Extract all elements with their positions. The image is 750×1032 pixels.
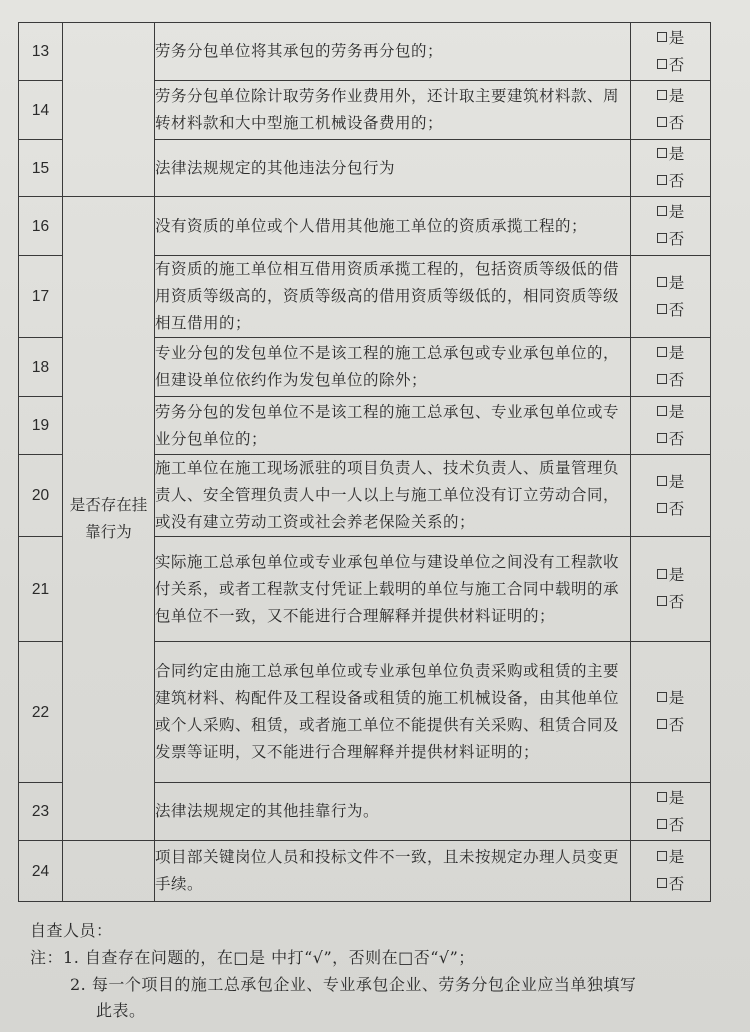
row-number: 16 bbox=[19, 197, 63, 256]
note-line-2-cont: 此表。 bbox=[96, 1001, 146, 1020]
table-row bbox=[19, 197, 711, 256]
checkbox-label-yes: 是 bbox=[668, 566, 685, 584]
category-cell-personnel bbox=[63, 841, 155, 902]
checklist-table bbox=[18, 22, 711, 902]
checkbox-label-no: 否 bbox=[668, 371, 685, 389]
checkbox-yes[interactable] bbox=[631, 83, 710, 110]
item-description: 有资质的施工单位相互借用资质承揽工程的，包括资质等级低的借用资质等级高的，资质等级高的借用资质等级低的，相同资质等级相互借用的； bbox=[155, 256, 631, 338]
checkbox-square-icon bbox=[657, 692, 667, 702]
checkbox-yes[interactable] bbox=[631, 844, 710, 871]
check-cell bbox=[631, 140, 711, 197]
note-1: 1. 自查存在问题的，在□是 中打“√”，否则在□否“√”； bbox=[63, 948, 475, 967]
checkbox-square-icon bbox=[657, 878, 667, 888]
checkbox-no[interactable] bbox=[631, 589, 710, 616]
checkbox-no[interactable] bbox=[631, 226, 710, 253]
row-number: 17 bbox=[19, 256, 63, 338]
item-description: 实际施工总承包单位或专业承包单位与建设单位之间没有工程款收付关系，或者工程款支付凭证上载明的单位与施工合同中载明的承包单位不一致，又不能进行合理解释并提供材料证明的； bbox=[155, 537, 631, 642]
item-description: 法律法规规定的其他违法分包行为 bbox=[155, 140, 631, 197]
check-cell bbox=[631, 642, 711, 783]
row-number: 13 bbox=[19, 23, 63, 81]
row-number: 22 bbox=[19, 642, 63, 783]
checkbox-square-icon bbox=[657, 32, 667, 42]
item-description: 法律法规规定的其他挂靠行为。 bbox=[155, 783, 631, 841]
checkbox-yes[interactable] bbox=[631, 340, 710, 367]
checkbox-label-yes: 是 bbox=[668, 28, 685, 47]
checkbox-label-yes: 是 bbox=[668, 145, 685, 163]
checkbox-label-no: 否 bbox=[668, 55, 685, 74]
check-cell bbox=[631, 256, 711, 338]
checkbox-square-icon bbox=[657, 206, 667, 216]
note-line-1 bbox=[30, 945, 475, 968]
checkbox-no[interactable] bbox=[631, 297, 710, 324]
checkbox-label-no: 否 bbox=[668, 172, 685, 190]
item-description: 合同约定由施工总承包单位或专业承包单位负责采购或租赁的主要建筑材料、构配件及工程设备或租赁的施工机械设备，由其他单位或个人采购、租赁，或者施工单位不能提供有关采购、租赁合同及发票等证明，又不能进行合理解释并提供材料证明的； bbox=[155, 642, 631, 783]
checkbox-square-icon bbox=[657, 148, 667, 158]
checkbox-square-icon bbox=[657, 347, 667, 357]
check-cell bbox=[631, 397, 711, 455]
checkbox-label-yes: 是 bbox=[668, 273, 685, 292]
checkbox-no[interactable] bbox=[631, 168, 710, 195]
item-description: 专业分包的发包单位不是该工程的施工总承包或专业承包单位的，但建设单位依约作为发包单位的除外； bbox=[155, 338, 631, 397]
check-cell bbox=[631, 783, 711, 841]
check-cell bbox=[631, 197, 711, 256]
row-number: 14 bbox=[19, 81, 63, 140]
checkbox-square-icon bbox=[657, 90, 667, 100]
item-description: 劳务分包的发包单位不是该工程的施工总承包、专业承包单位或专业分包单位的； bbox=[155, 397, 631, 455]
checkbox-square-icon bbox=[657, 59, 667, 69]
checkbox-label-yes: 是 bbox=[668, 87, 685, 105]
checkbox-square-icon bbox=[657, 374, 667, 384]
item-description: 没有资质的单位或个人借用其他施工单位的资质承揽工程的； bbox=[155, 197, 631, 256]
checkbox-label-no: 否 bbox=[668, 875, 685, 893]
checkbox-label-no: 否 bbox=[668, 593, 685, 611]
checkbox-label-no: 否 bbox=[668, 429, 685, 448]
checkbox-label-no: 否 bbox=[668, 716, 685, 734]
checkbox-square-icon bbox=[657, 304, 667, 314]
checkbox-no[interactable] bbox=[631, 52, 710, 79]
row-number: 21 bbox=[19, 537, 63, 642]
checkbox-yes[interactable] bbox=[631, 270, 710, 297]
checkbox-label-yes: 是 bbox=[668, 788, 685, 807]
check-cell bbox=[631, 537, 711, 642]
category-guakao: 是否存在挂靠行为 bbox=[63, 197, 155, 841]
checkbox-no[interactable] bbox=[631, 110, 710, 137]
checkbox-no[interactable] bbox=[631, 426, 710, 453]
checkbox-label-yes: 是 bbox=[668, 689, 685, 707]
checkbox-square-icon bbox=[657, 596, 667, 606]
row-number: 23 bbox=[19, 783, 63, 841]
checkbox-yes[interactable] bbox=[631, 685, 710, 712]
checkbox-label-yes: 是 bbox=[668, 472, 685, 491]
check-cell bbox=[631, 338, 711, 397]
check-cell bbox=[631, 81, 711, 140]
category-cell-subcontract bbox=[63, 23, 155, 197]
checkbox-square-icon bbox=[657, 569, 667, 579]
checkbox-label-no: 否 bbox=[668, 230, 685, 248]
checkbox-no[interactable] bbox=[631, 871, 710, 898]
checkbox-label-no: 否 bbox=[668, 499, 685, 518]
table-row bbox=[19, 23, 711, 81]
checkbox-square-icon bbox=[657, 476, 667, 486]
checkbox-square-icon bbox=[657, 819, 667, 829]
checkbox-yes[interactable] bbox=[631, 199, 710, 226]
checkbox-label-yes: 是 bbox=[668, 402, 685, 421]
checkbox-label-yes: 是 bbox=[668, 344, 685, 362]
checkbox-no[interactable] bbox=[631, 496, 710, 523]
checkbox-square-icon bbox=[657, 433, 667, 443]
checkbox-label-yes: 是 bbox=[668, 203, 685, 221]
item-description: 施工单位在施工现场派驻的项目负责人、技术负责人、质量管理负责人、安全管理负责人中一人以上与施工单位没有订立劳动合同，或没有建立劳动工资或社会养老保险关系的； bbox=[155, 455, 631, 537]
checkbox-square-icon bbox=[657, 117, 667, 127]
checkbox-yes[interactable] bbox=[631, 25, 710, 52]
row-number: 18 bbox=[19, 338, 63, 397]
checkbox-label-yes: 是 bbox=[668, 848, 685, 866]
item-description: 项目部关键岗位人员和投标文件不一致，且未按规定办理人员变更手续。 bbox=[155, 841, 631, 902]
inspector-label: 自查人员： bbox=[30, 921, 113, 940]
checkbox-yes[interactable] bbox=[631, 141, 710, 168]
note-line-2: 2. 每一个项目的施工总承包企业、专业承包企业、劳务分包企业应当单独填写 bbox=[70, 975, 637, 994]
checkbox-no[interactable] bbox=[631, 712, 710, 739]
checkbox-label-no: 否 bbox=[668, 114, 685, 132]
check-cell bbox=[631, 23, 711, 81]
row-number: 20 bbox=[19, 455, 63, 537]
checkbox-square-icon bbox=[657, 406, 667, 416]
item-description: 劳务分包单位除计取劳务作业费用外，还计取主要建筑材料款、周转材料款和大中型施工机械设备费用的； bbox=[155, 81, 631, 140]
checkbox-square-icon bbox=[657, 792, 667, 802]
checkbox-square-icon bbox=[657, 719, 667, 729]
checkbox-no[interactable] bbox=[631, 367, 710, 394]
checkbox-no[interactable] bbox=[631, 812, 710, 839]
checkbox-square-icon bbox=[657, 851, 667, 861]
checkbox-yes[interactable] bbox=[631, 469, 710, 496]
checkbox-label-no: 否 bbox=[668, 815, 685, 834]
checkbox-square-icon bbox=[657, 277, 667, 287]
checkbox-yes[interactable] bbox=[631, 399, 710, 426]
checkbox-square-icon bbox=[657, 233, 667, 243]
checkbox-square-icon bbox=[657, 503, 667, 513]
table-row bbox=[19, 841, 711, 902]
checkbox-yes[interactable] bbox=[631, 562, 710, 589]
check-cell bbox=[631, 455, 711, 537]
check-cell bbox=[631, 841, 711, 902]
checkbox-label-no: 否 bbox=[668, 300, 685, 319]
checkbox-square-icon bbox=[657, 175, 667, 185]
item-description: 劳务分包单位将其承包的劳务再分包的； bbox=[155, 23, 631, 81]
row-number: 15 bbox=[19, 140, 63, 197]
row-number: 24 bbox=[19, 841, 63, 902]
note-prefix: 注： bbox=[30, 948, 64, 967]
checkbox-yes[interactable] bbox=[631, 785, 710, 812]
row-number: 19 bbox=[19, 397, 63, 455]
